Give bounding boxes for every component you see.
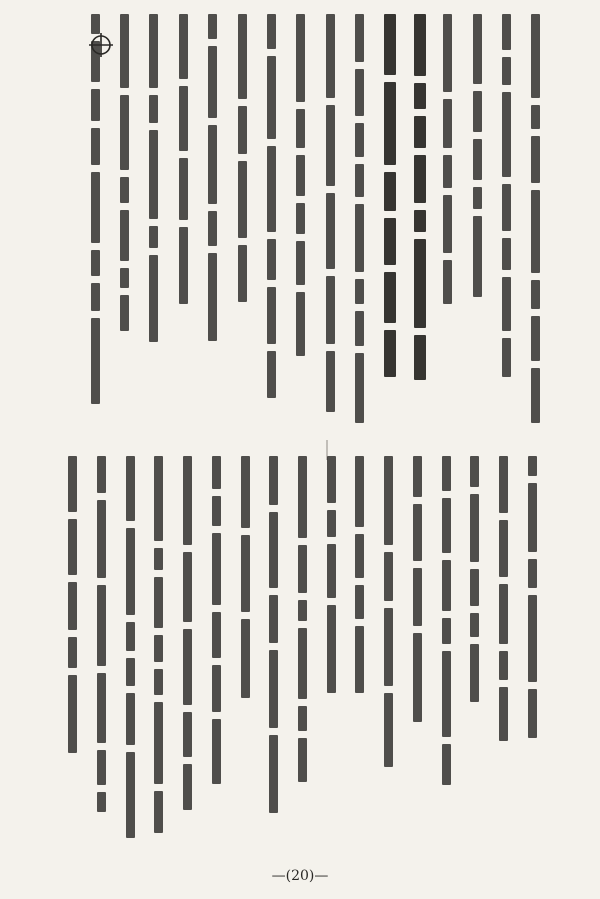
text-line — [212, 496, 221, 526]
text-line — [120, 295, 129, 331]
text-line — [269, 512, 278, 588]
text-line — [499, 456, 508, 513]
text-line — [326, 105, 335, 186]
text-line — [241, 456, 250, 528]
text-line — [298, 738, 307, 782]
text-line — [149, 226, 158, 248]
text-line — [120, 210, 129, 261]
text-line — [384, 693, 393, 767]
text-line — [414, 83, 426, 109]
text-line — [154, 456, 163, 541]
text-line — [296, 241, 305, 285]
text-line — [298, 545, 307, 593]
text-line — [528, 456, 537, 476]
text-line — [470, 644, 479, 702]
text-line — [269, 595, 278, 643]
text-line — [91, 14, 100, 34]
text-line — [442, 456, 451, 491]
text-line — [298, 456, 307, 538]
text-column — [68, 456, 77, 753]
text-line — [154, 577, 163, 628]
text-line — [499, 584, 508, 644]
text-line — [269, 735, 278, 813]
text-line — [355, 311, 364, 346]
text-line — [298, 706, 307, 731]
text-line — [269, 456, 278, 505]
text-line — [473, 187, 482, 209]
text-line — [442, 618, 451, 644]
text-line — [296, 203, 305, 234]
text-line — [212, 533, 221, 605]
text-line — [384, 330, 396, 377]
text-column — [531, 14, 540, 423]
text-line — [384, 456, 393, 545]
text-line — [120, 95, 129, 170]
text-line — [91, 318, 100, 404]
text-column — [91, 14, 100, 404]
lower-text-block — [60, 456, 548, 858]
text-column — [442, 456, 451, 785]
text-line — [267, 287, 276, 344]
text-line — [212, 456, 221, 489]
text-line — [443, 260, 452, 304]
text-line — [355, 164, 364, 197]
text-line — [502, 57, 511, 85]
text-line — [499, 687, 508, 741]
text-line — [154, 548, 163, 570]
text-column — [470, 456, 479, 702]
text-column — [183, 456, 192, 810]
text-line — [355, 456, 364, 527]
text-line — [499, 520, 508, 577]
text-column — [212, 456, 221, 784]
text-line — [238, 161, 247, 238]
text-line — [327, 544, 336, 598]
text-line — [241, 619, 250, 698]
text-line — [413, 633, 422, 722]
text-line — [126, 622, 135, 651]
text-column — [298, 456, 307, 782]
text-line — [154, 791, 163, 833]
text-line — [327, 456, 336, 503]
text-line — [120, 268, 129, 288]
text-line — [126, 456, 135, 521]
text-line — [327, 605, 336, 693]
text-line — [443, 99, 452, 148]
text-column — [120, 14, 129, 338]
text-line — [68, 519, 77, 575]
text-line — [470, 569, 479, 606]
text-line — [126, 528, 135, 615]
text-line — [355, 123, 364, 157]
text-line — [241, 535, 250, 612]
text-line — [149, 95, 158, 123]
text-line — [442, 560, 451, 611]
text-line — [384, 552, 393, 601]
text-line — [531, 105, 540, 129]
text-line — [326, 14, 335, 98]
text-line — [97, 585, 106, 666]
text-line — [528, 595, 537, 682]
text-line — [120, 177, 129, 203]
text-line — [470, 494, 479, 562]
text-line — [183, 456, 192, 545]
text-line — [183, 764, 192, 810]
text-line — [470, 456, 479, 487]
text-line — [208, 125, 217, 204]
text-line — [414, 155, 426, 203]
text-line — [502, 14, 511, 50]
text-line — [413, 568, 422, 626]
text-line — [470, 613, 479, 637]
text-line — [355, 585, 364, 619]
text-line — [296, 109, 305, 148]
text-line — [212, 665, 221, 712]
text-column — [413, 456, 422, 722]
text-line — [91, 250, 100, 276]
text-line — [443, 14, 452, 92]
text-line — [208, 253, 217, 341]
text-line — [443, 195, 452, 253]
text-line — [267, 239, 276, 280]
text-column — [384, 456, 393, 774]
text-column — [326, 14, 335, 412]
text-column — [502, 14, 511, 377]
text-column — [384, 14, 396, 377]
text-line — [126, 693, 135, 745]
text-line — [528, 559, 537, 588]
text-line — [126, 658, 135, 686]
text-line — [267, 146, 276, 232]
text-line — [179, 14, 188, 79]
text-line — [91, 283, 100, 311]
text-line — [355, 279, 364, 304]
text-line — [473, 14, 482, 84]
text-line — [473, 216, 482, 297]
text-line — [326, 351, 335, 412]
text-column — [499, 456, 508, 748]
text-line — [154, 669, 163, 695]
text-line — [298, 600, 307, 621]
text-line — [97, 673, 106, 743]
text-line — [91, 41, 100, 82]
text-line — [442, 744, 451, 785]
text-line — [384, 14, 396, 75]
upper-text-block — [82, 14, 552, 446]
text-line — [238, 14, 247, 99]
text-line — [502, 238, 511, 270]
text-line — [68, 637, 77, 668]
text-line — [531, 190, 540, 273]
text-line — [208, 211, 217, 246]
text-line — [442, 651, 451, 737]
text-line — [384, 172, 396, 211]
text-line — [183, 629, 192, 705]
text-column — [269, 456, 278, 813]
text-line — [97, 750, 106, 785]
text-line — [355, 14, 364, 62]
text-line — [413, 504, 422, 561]
text-line — [179, 86, 188, 151]
text-line — [414, 239, 426, 328]
text-line — [149, 130, 158, 219]
text-line — [179, 158, 188, 220]
text-line — [414, 210, 426, 232]
text-column — [179, 14, 188, 304]
text-line — [355, 204, 364, 272]
text-line — [68, 582, 77, 630]
text-line — [296, 155, 305, 196]
text-line — [384, 272, 396, 323]
text-line — [267, 56, 276, 139]
text-line — [183, 552, 192, 622]
text-line — [149, 255, 158, 342]
text-line — [91, 172, 100, 243]
text-line — [326, 276, 335, 344]
text-line — [531, 136, 540, 183]
text-column — [443, 14, 452, 304]
text-line — [414, 116, 426, 148]
text-line — [68, 456, 77, 512]
text-column — [296, 14, 305, 356]
text-column — [414, 14, 426, 380]
text-line — [499, 651, 508, 680]
text-line — [473, 139, 482, 180]
text-line — [97, 500, 106, 578]
text-line — [212, 719, 221, 784]
text-line — [296, 14, 305, 102]
text-line — [326, 193, 335, 269]
text-line — [502, 277, 511, 331]
text-column — [267, 14, 276, 398]
text-line — [238, 106, 247, 154]
text-column — [238, 14, 247, 302]
text-column — [241, 456, 250, 698]
text-line — [502, 338, 511, 377]
text-line — [413, 456, 422, 497]
text-column — [473, 14, 482, 297]
text-line — [414, 14, 426, 76]
text-line — [327, 510, 336, 537]
text-line — [473, 91, 482, 132]
text-line — [502, 184, 511, 231]
text-line — [355, 534, 364, 578]
text-column — [355, 456, 364, 693]
text-column — [154, 456, 163, 833]
text-line — [531, 280, 540, 309]
text-line — [212, 612, 221, 658]
text-column — [355, 14, 364, 423]
text-line — [269, 650, 278, 728]
text-line — [91, 128, 100, 165]
text-line — [126, 752, 135, 838]
text-line — [502, 92, 511, 177]
text-line — [154, 702, 163, 784]
text-line — [120, 14, 129, 88]
text-line — [208, 14, 217, 39]
text-line — [355, 353, 364, 423]
text-line — [267, 14, 276, 49]
text-line — [154, 635, 163, 662]
text-line — [531, 14, 540, 98]
text-line — [179, 227, 188, 304]
text-line — [355, 69, 364, 116]
text-line — [91, 89, 100, 121]
text-line — [531, 316, 540, 361]
text-line — [442, 498, 451, 553]
text-line — [97, 792, 106, 812]
text-column — [97, 456, 106, 812]
text-line — [149, 14, 158, 88]
text-line — [528, 689, 537, 738]
text-column — [126, 456, 135, 845]
page-number: —(20)— — [271, 868, 329, 884]
text-line — [296, 292, 305, 356]
text-line — [298, 628, 307, 699]
text-line — [443, 155, 452, 188]
text-line — [238, 245, 247, 302]
text-column — [327, 456, 336, 693]
text-line — [528, 483, 537, 552]
text-line — [384, 608, 393, 686]
text-line — [355, 626, 364, 693]
text-line — [384, 82, 396, 165]
text-line — [97, 456, 106, 493]
text-column — [528, 456, 537, 738]
text-line — [384, 218, 396, 265]
text-column — [208, 14, 217, 341]
text-line — [183, 712, 192, 757]
text-column — [149, 14, 158, 342]
text-line — [208, 46, 217, 118]
text-line — [267, 351, 276, 398]
text-line — [414, 335, 426, 380]
text-line — [531, 368, 540, 423]
text-line — [68, 675, 77, 753]
